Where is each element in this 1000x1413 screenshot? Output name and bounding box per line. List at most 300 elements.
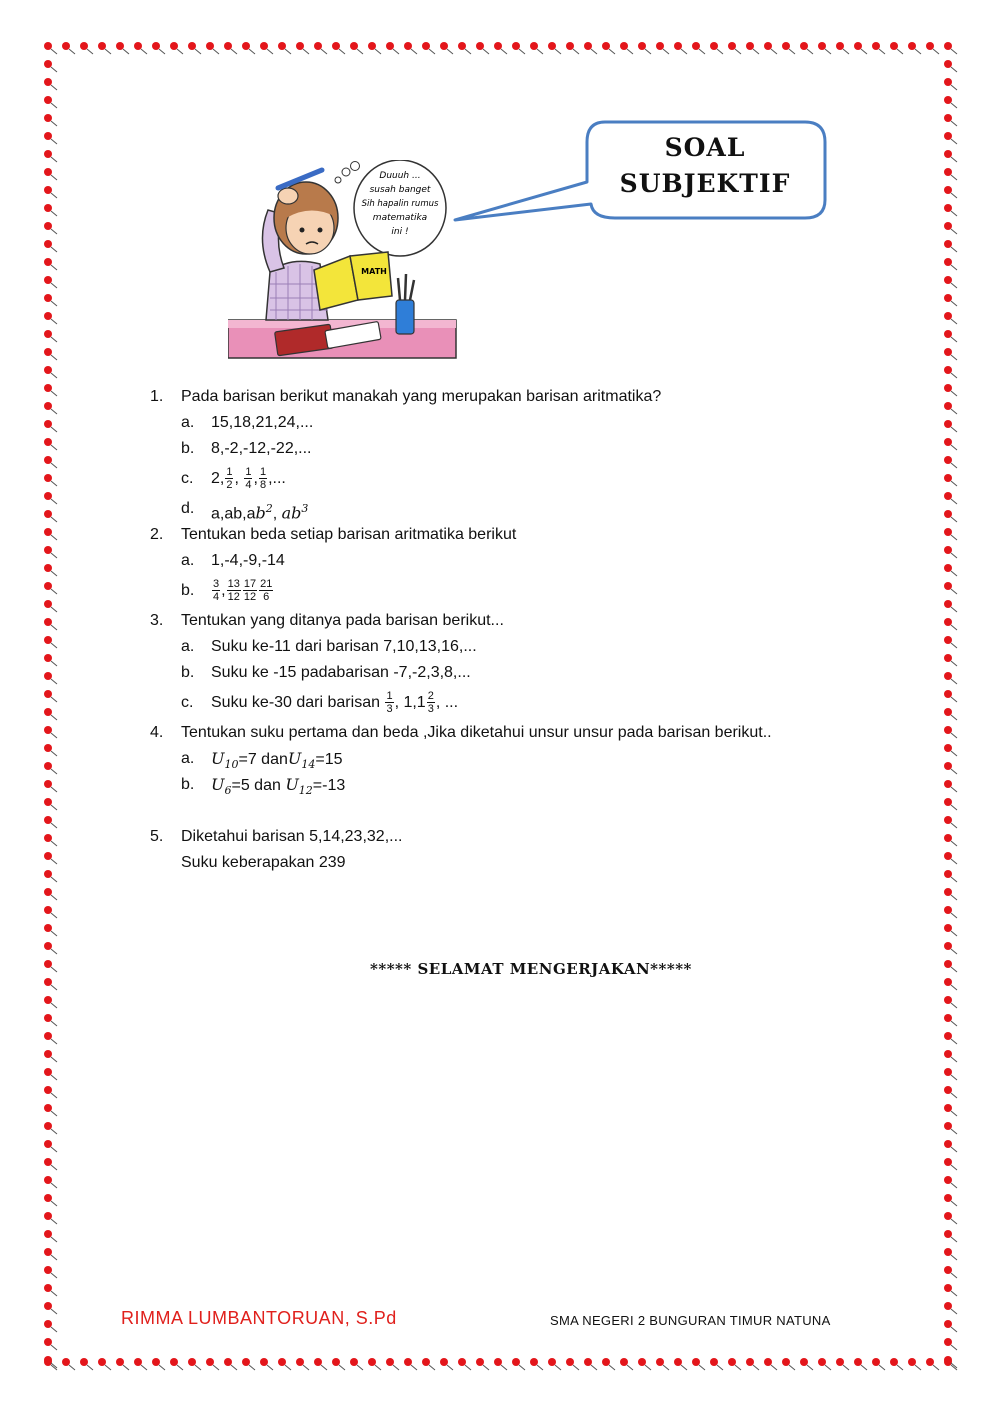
border-stitch bbox=[51, 787, 57, 792]
border-stitch bbox=[51, 1327, 57, 1332]
border-stitch bbox=[51, 733, 57, 738]
option-1b: b. 8,-2,-12,-22,... bbox=[181, 440, 312, 457]
fraction: $\frac{13}{12}$ bbox=[227, 578, 240, 604]
border-stitch bbox=[879, 1365, 885, 1370]
border-stitch bbox=[699, 49, 705, 54]
border-stitch bbox=[51, 409, 57, 414]
border-stitch bbox=[51, 535, 57, 540]
border-stitch bbox=[789, 1365, 795, 1370]
question-list bbox=[150, 384, 870, 876]
border-dot bbox=[44, 1050, 52, 1058]
border-dot bbox=[512, 42, 520, 50]
border-dot bbox=[44, 618, 52, 626]
border-stitch bbox=[951, 985, 957, 990]
border-dot bbox=[926, 42, 934, 50]
border-dot bbox=[44, 168, 52, 176]
question-text: Tentukan yang ditanya pada barisan berikut... bbox=[181, 612, 504, 629]
border-stitch bbox=[951, 1111, 957, 1116]
border-stitch bbox=[87, 1365, 93, 1370]
border-stitch bbox=[501, 1365, 507, 1370]
border-dot bbox=[944, 420, 952, 428]
border-stitch bbox=[51, 1183, 57, 1188]
border-stitch bbox=[933, 49, 939, 54]
border-stitch bbox=[51, 265, 57, 270]
border-dot bbox=[278, 42, 286, 50]
border-dot bbox=[782, 1358, 790, 1366]
question-text: Tentukan beda setiap barisan aritmatika berikut bbox=[181, 526, 517, 543]
title-line-2: SUBJEKTIF bbox=[619, 169, 791, 198]
border-dot bbox=[944, 528, 952, 536]
border-dot bbox=[206, 42, 214, 50]
option-3a: a. Suku ke-11 dari barisan 7,10,13,16,... bbox=[181, 638, 477, 655]
border-stitch bbox=[51, 1003, 57, 1008]
border-dot bbox=[512, 1358, 520, 1366]
option-1c: c. 2, $\frac{1}{2}$ , $\frac{1}{4}$ , $\frac{1}{8}$ ,... bbox=[181, 466, 286, 492]
border-dot bbox=[944, 78, 952, 86]
border-dot bbox=[944, 996, 952, 1004]
border-dot bbox=[44, 1122, 52, 1130]
border-dot bbox=[242, 1358, 250, 1366]
border-dot bbox=[944, 834, 952, 842]
border-stitch bbox=[51, 427, 57, 432]
border-stitch bbox=[105, 1365, 111, 1370]
border-dot bbox=[44, 492, 52, 500]
border-stitch bbox=[951, 571, 957, 576]
border-stitch bbox=[159, 1365, 165, 1370]
border-dot bbox=[80, 42, 88, 50]
border-dot bbox=[44, 1104, 52, 1112]
border-stitch bbox=[141, 49, 147, 54]
page-title bbox=[585, 130, 825, 202]
border-dot bbox=[710, 42, 718, 50]
border-dot bbox=[944, 258, 952, 266]
border-stitch bbox=[951, 913, 957, 918]
border-stitch bbox=[51, 301, 57, 306]
border-dot bbox=[638, 42, 646, 50]
border-stitch bbox=[951, 1345, 957, 1350]
border-stitch bbox=[51, 913, 57, 918]
border-dot bbox=[944, 924, 952, 932]
border-stitch bbox=[159, 49, 165, 54]
border-stitch bbox=[303, 49, 309, 54]
thought-line-1: Duuuh ... bbox=[379, 171, 421, 181]
border-dot bbox=[944, 186, 952, 194]
border-stitch bbox=[411, 49, 417, 54]
border-stitch bbox=[51, 103, 57, 108]
border-dot bbox=[44, 1086, 52, 1094]
border-dot bbox=[944, 1086, 952, 1094]
border-dot bbox=[584, 1358, 592, 1366]
fraction: $\frac{1}{2}$ bbox=[226, 466, 233, 492]
border-dot bbox=[944, 1122, 952, 1130]
border-stitch bbox=[51, 49, 57, 54]
border-dot bbox=[44, 888, 52, 896]
border-stitch bbox=[51, 517, 57, 522]
border-stitch bbox=[51, 211, 57, 216]
border-dot bbox=[44, 258, 52, 266]
border-stitch bbox=[699, 1365, 705, 1370]
border-dot bbox=[224, 42, 232, 50]
border-dot bbox=[944, 222, 952, 230]
border-dot bbox=[944, 474, 952, 482]
border-stitch bbox=[51, 391, 57, 396]
border-stitch bbox=[51, 247, 57, 252]
border-stitch bbox=[951, 751, 957, 756]
option-3c: c. Suku ke-30 dari barisan $\frac{1}{3}$ , 1,1 $\frac{2}{3}$ , ... bbox=[181, 690, 459, 716]
border-dot bbox=[944, 114, 952, 122]
border-stitch bbox=[195, 1365, 201, 1370]
border-dot bbox=[800, 42, 808, 50]
border-stitch bbox=[933, 1365, 939, 1370]
border-stitch bbox=[951, 427, 957, 432]
border-dot bbox=[44, 1302, 52, 1310]
border-dot bbox=[44, 1320, 52, 1328]
question-text: Diketahui barisan 5,14,23,32,... bbox=[181, 828, 403, 845]
title-line-1: SOAL bbox=[664, 133, 746, 162]
border-stitch bbox=[51, 571, 57, 576]
border-stitch bbox=[951, 445, 957, 450]
border-stitch bbox=[753, 1365, 759, 1370]
border-dot bbox=[944, 276, 952, 284]
border-stitch bbox=[51, 355, 57, 360]
question-number: 3. bbox=[150, 612, 164, 629]
border-stitch bbox=[951, 49, 957, 54]
border-stitch bbox=[51, 949, 57, 954]
border-stitch bbox=[177, 49, 183, 54]
border-stitch bbox=[771, 1365, 777, 1370]
border-dot bbox=[944, 1032, 952, 1040]
border-dot bbox=[944, 330, 952, 338]
option-3b: b. Suku ke -15 padabarisan -7,-2,3,8,... bbox=[181, 664, 471, 681]
border-stitch bbox=[51, 373, 57, 378]
thought-line-4: matematika bbox=[372, 213, 428, 223]
question-text: Tentukan suku pertama dan beda ,Jika diketahui unsur unsur pada barisan berikut.. bbox=[181, 724, 772, 741]
option-1a: a. 15,18,21,24,... bbox=[181, 414, 314, 431]
border-dot bbox=[476, 1358, 484, 1366]
border-stitch bbox=[645, 49, 651, 54]
border-stitch bbox=[123, 1365, 129, 1370]
border-stitch bbox=[51, 697, 57, 702]
border-dot bbox=[44, 1014, 52, 1022]
question-text-continued: Suku keberapakan 239 bbox=[181, 854, 346, 871]
border-stitch bbox=[627, 49, 633, 54]
border-stitch bbox=[357, 1365, 363, 1370]
border-stitch bbox=[429, 1365, 435, 1370]
question-number: 5. bbox=[150, 828, 164, 845]
border-dot bbox=[944, 690, 952, 698]
border-dot bbox=[152, 1358, 160, 1366]
border-stitch bbox=[141, 1365, 147, 1370]
border-dot bbox=[566, 1358, 574, 1366]
border-stitch bbox=[51, 625, 57, 630]
border-dot bbox=[44, 978, 52, 986]
border-dot bbox=[44, 204, 52, 212]
border-stitch bbox=[951, 805, 957, 810]
border-dot bbox=[944, 168, 952, 176]
border-dot bbox=[44, 114, 52, 122]
border-dot bbox=[44, 762, 52, 770]
border-dot bbox=[44, 330, 52, 338]
border-dot bbox=[350, 1358, 358, 1366]
border-stitch bbox=[357, 49, 363, 54]
fraction: $\frac{2}{3}$ bbox=[427, 690, 434, 716]
pen-cup-icon bbox=[396, 300, 414, 334]
border-dot bbox=[548, 42, 556, 50]
border-dot bbox=[44, 1248, 52, 1256]
border-stitch bbox=[51, 1255, 57, 1260]
border-stitch bbox=[123, 49, 129, 54]
border-dot bbox=[944, 816, 952, 824]
question-text: Pada barisan berikut manakah yang merupakan barisan aritmatika? bbox=[181, 388, 662, 405]
border-dot bbox=[620, 42, 628, 50]
border-stitch bbox=[51, 337, 57, 342]
border-stitch bbox=[447, 1365, 453, 1370]
question-number: 2. bbox=[150, 526, 164, 543]
thought-line-2: susah banget bbox=[369, 185, 431, 195]
border-stitch bbox=[177, 1365, 183, 1370]
border-stitch bbox=[249, 49, 255, 54]
border-stitch bbox=[951, 1093, 957, 1098]
border-dot bbox=[944, 564, 952, 572]
border-dot bbox=[44, 402, 52, 410]
question-1 bbox=[150, 384, 870, 410]
border-stitch bbox=[267, 1365, 273, 1370]
border-stitch bbox=[537, 1365, 543, 1370]
border-stitch bbox=[51, 463, 57, 468]
border-dot bbox=[44, 1194, 52, 1202]
border-stitch bbox=[951, 535, 957, 540]
border-dot bbox=[314, 1358, 322, 1366]
border-stitch bbox=[87, 49, 93, 54]
border-dot bbox=[944, 798, 952, 806]
border-dot bbox=[944, 780, 952, 788]
border-stitch bbox=[951, 1201, 957, 1206]
border-stitch bbox=[753, 49, 759, 54]
border-dot bbox=[44, 78, 52, 86]
option-4b: b. $U_6=5$ dan $U_{12}=-13$ bbox=[181, 775, 346, 798]
border-stitch bbox=[51, 283, 57, 288]
border-dot bbox=[944, 510, 952, 518]
border-stitch bbox=[897, 49, 903, 54]
border-stitch bbox=[951, 1291, 957, 1296]
border-stitch bbox=[213, 1365, 219, 1370]
border-dot bbox=[386, 42, 394, 50]
border-stitch bbox=[51, 1273, 57, 1278]
border-dot bbox=[944, 402, 952, 410]
border-dot bbox=[494, 42, 502, 50]
border-dot bbox=[944, 870, 952, 878]
border-stitch bbox=[951, 1237, 957, 1242]
border-stitch bbox=[51, 877, 57, 882]
border-stitch bbox=[519, 49, 525, 54]
border-stitch bbox=[717, 49, 723, 54]
border-stitch bbox=[573, 1365, 579, 1370]
border-stitch bbox=[51, 499, 57, 504]
border-dot bbox=[98, 1358, 106, 1366]
border-dot bbox=[170, 42, 178, 50]
border-stitch bbox=[861, 1365, 867, 1370]
border-stitch bbox=[51, 805, 57, 810]
border-dot bbox=[44, 60, 52, 68]
border-dot bbox=[44, 654, 52, 662]
border-stitch bbox=[735, 1365, 741, 1370]
border-stitch bbox=[51, 139, 57, 144]
border-stitch bbox=[285, 49, 291, 54]
border-stitch bbox=[951, 85, 957, 90]
border-dot bbox=[116, 42, 124, 50]
border-dot bbox=[944, 96, 952, 104]
border-dot bbox=[44, 132, 52, 140]
border-stitch bbox=[51, 769, 57, 774]
border-dot bbox=[944, 366, 952, 374]
border-dot bbox=[944, 744, 952, 752]
border-stitch bbox=[51, 967, 57, 972]
border-stitch bbox=[951, 877, 957, 882]
border-stitch bbox=[951, 247, 957, 252]
border-stitch bbox=[951, 265, 957, 270]
border-dot bbox=[44, 294, 52, 302]
border-stitch bbox=[951, 1183, 957, 1188]
border-stitch bbox=[951, 967, 957, 972]
border-dot bbox=[44, 420, 52, 428]
border-dot bbox=[44, 366, 52, 374]
border-dot bbox=[44, 1338, 52, 1346]
border-stitch bbox=[375, 1365, 381, 1370]
border-dot bbox=[44, 528, 52, 536]
border-dot bbox=[44, 942, 52, 950]
border-stitch bbox=[951, 625, 957, 630]
border-stitch bbox=[825, 1365, 831, 1370]
border-stitch bbox=[51, 1147, 57, 1152]
border-stitch bbox=[51, 589, 57, 594]
border-dot bbox=[944, 726, 952, 734]
border-dot bbox=[602, 42, 610, 50]
border-dot bbox=[350, 42, 358, 50]
border-dot bbox=[530, 42, 538, 50]
border-stitch bbox=[213, 49, 219, 54]
border-dot bbox=[944, 1158, 952, 1166]
border-stitch bbox=[951, 229, 957, 234]
border-dot bbox=[944, 546, 952, 554]
border-dot bbox=[656, 42, 664, 50]
border-stitch bbox=[897, 1365, 903, 1370]
border-stitch bbox=[573, 49, 579, 54]
border-stitch bbox=[51, 481, 57, 486]
border-stitch bbox=[951, 175, 957, 180]
border-stitch bbox=[951, 895, 957, 900]
question-2 bbox=[150, 522, 870, 548]
border-dot bbox=[818, 42, 826, 50]
border-stitch bbox=[681, 1365, 687, 1370]
border-dot bbox=[944, 888, 952, 896]
school-name: SMA NEGERI 2 BUNGURAN TIMUR NATUNA bbox=[550, 1313, 831, 1328]
border-stitch bbox=[879, 49, 885, 54]
border-stitch bbox=[51, 679, 57, 684]
border-stitch bbox=[51, 85, 57, 90]
border-dot bbox=[44, 42, 52, 50]
border-dot bbox=[134, 1358, 142, 1366]
border-dot bbox=[944, 978, 952, 986]
border-stitch bbox=[951, 643, 957, 648]
border-stitch bbox=[951, 157, 957, 162]
border-stitch bbox=[591, 1365, 597, 1370]
border-stitch bbox=[951, 841, 957, 846]
border-dot bbox=[44, 816, 52, 824]
border-stitch bbox=[231, 1365, 237, 1370]
border-dot bbox=[422, 1358, 430, 1366]
border-stitch bbox=[951, 949, 957, 954]
border-dot bbox=[944, 582, 952, 590]
border-stitch bbox=[51, 319, 57, 324]
border-stitch bbox=[51, 985, 57, 990]
border-dot bbox=[944, 672, 952, 680]
question-4 bbox=[150, 720, 870, 746]
border-stitch bbox=[951, 1327, 957, 1332]
question-5 bbox=[150, 824, 870, 850]
border-stitch bbox=[51, 1075, 57, 1080]
border-stitch bbox=[231, 49, 237, 54]
border-dot bbox=[944, 1320, 952, 1328]
border-stitch bbox=[51, 1093, 57, 1098]
border-stitch bbox=[447, 49, 453, 54]
border-stitch bbox=[951, 697, 957, 702]
border-dot bbox=[44, 1284, 52, 1292]
border-stitch bbox=[681, 49, 687, 54]
border-dot bbox=[710, 1358, 718, 1366]
border-stitch bbox=[483, 1365, 489, 1370]
border-stitch bbox=[789, 49, 795, 54]
border-dot bbox=[44, 1356, 52, 1364]
border-dot bbox=[44, 222, 52, 230]
border-dot bbox=[800, 1358, 808, 1366]
border-dot bbox=[44, 1266, 52, 1274]
border-dot bbox=[458, 1358, 466, 1366]
border-dot bbox=[944, 1212, 952, 1220]
border-stitch bbox=[609, 49, 615, 54]
border-dot bbox=[944, 1050, 952, 1058]
border-dot bbox=[908, 1358, 916, 1366]
border-dot bbox=[944, 42, 952, 50]
thought-line-3: Sih hapalin rumus bbox=[361, 199, 439, 209]
border-dot bbox=[44, 906, 52, 914]
border-dot bbox=[44, 564, 52, 572]
border-stitch bbox=[807, 1365, 813, 1370]
border-dot bbox=[170, 1358, 178, 1366]
border-dot bbox=[944, 384, 952, 392]
border-dot bbox=[944, 1140, 952, 1148]
border-stitch bbox=[51, 931, 57, 936]
border-dot bbox=[944, 204, 952, 212]
border-dot bbox=[746, 1358, 754, 1366]
border-dot bbox=[368, 42, 376, 50]
border-stitch bbox=[951, 1147, 957, 1152]
border-stitch bbox=[303, 1365, 309, 1370]
border-dot bbox=[656, 1358, 664, 1366]
border-stitch bbox=[195, 49, 201, 54]
border-dot bbox=[314, 42, 322, 50]
border-stitch bbox=[51, 715, 57, 720]
border-dot bbox=[944, 1338, 952, 1346]
border-dot bbox=[44, 546, 52, 554]
border-stitch bbox=[951, 319, 957, 324]
border-stitch bbox=[861, 49, 867, 54]
border-stitch bbox=[951, 481, 957, 486]
border-stitch bbox=[51, 661, 57, 666]
border-stitch bbox=[951, 1075, 957, 1080]
border-stitch bbox=[951, 1003, 957, 1008]
border-stitch bbox=[951, 715, 957, 720]
border-dot bbox=[944, 1284, 952, 1292]
